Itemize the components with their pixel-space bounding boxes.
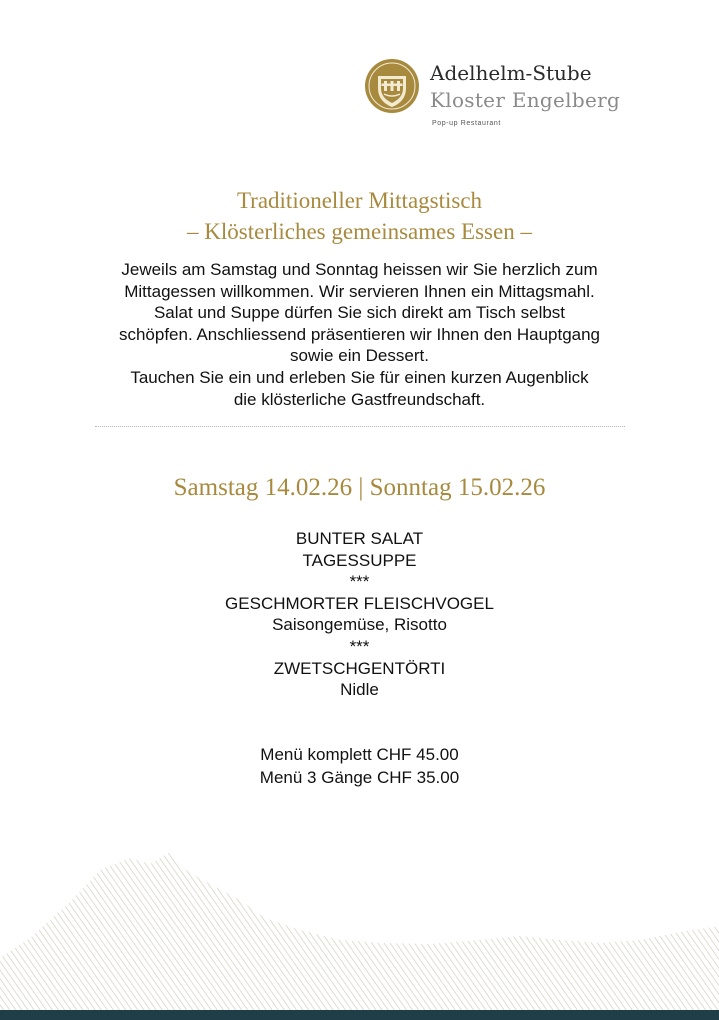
course-separator: *** (349, 572, 370, 592)
monastery-crest-icon (364, 58, 420, 114)
brand-subtitle: Pop-up Restaurant (432, 120, 501, 127)
menu-item-salad: BUNTER SALAT (295, 529, 424, 548)
page-subtitle: – Klösterliches gemeinsames Essen – (187, 219, 532, 244)
page-title: Traditioneller Mittagstisch (236, 188, 483, 213)
restaurant-logo (364, 58, 654, 138)
intro-line: Salat und Suppe dürfen Sie sich direkt am Tisch selbst (153, 303, 566, 323)
menu-item-main: GESCHMORTER FLEISCHVOGEL (225, 593, 494, 613)
menu-item-dessert: ZWETSCHGENTÖRTI (273, 658, 446, 678)
intro-line: sowie ein Dessert. (290, 346, 429, 366)
intro-line: Mittagessen willkommen. Wir servieren Ihnen ein Mittagsmahl. (124, 281, 595, 301)
intro-line: Jeweils am Samstag und Sonntag heissen wir Sie herzlich zum (121, 260, 598, 279)
course-separator: *** (349, 636, 370, 656)
intro-line: die klösterliche Gastfreundschaft. (233, 389, 486, 409)
menu-item-soup: TAGESSUPPE (302, 550, 417, 570)
intro-line: schöpfen. Anschliessend präsentieren wir Ihnen den Hauptgang (118, 324, 601, 344)
menu-list (0, 528, 719, 701)
intro-text (60, 259, 659, 410)
menu-item-dessert-note: Nidle (340, 680, 379, 700)
brand-location: Kloster Engelberg (430, 88, 621, 112)
menu-date: Samstag 14.02.26 | Sonntag 15.02.26 (173, 474, 546, 501)
brand-name: Adelhelm-Stube (430, 61, 592, 85)
menu-item-main-sides: Saisongemüse, Risotto (272, 615, 447, 635)
dotted-divider (95, 426, 625, 427)
price-list (0, 744, 719, 789)
intro-line: Tauchen Sie ein und erleben Sie für einen kurzen Augenblick (130, 367, 589, 387)
price-full-menu: Menü komplett CHF 45.00 (260, 745, 459, 764)
bottom-bar (0, 1010, 719, 1020)
price-three-course: Menü 3 Gänge CHF 35.00 (259, 767, 460, 787)
mountain-silhouette (0, 840, 719, 1012)
